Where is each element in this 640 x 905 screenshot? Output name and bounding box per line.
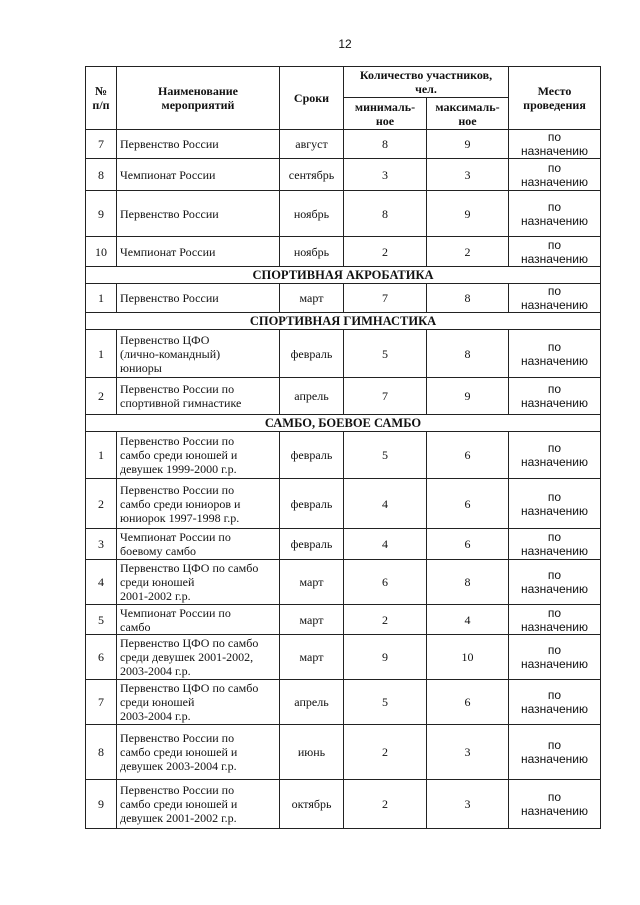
header-min: минималь- ное	[344, 98, 427, 130]
section-heading	[86, 267, 601, 284]
participants-min: 4	[344, 479, 427, 529]
event-name: Первенство ЦФО по самбо среди юношей 2003-2004 г.р.	[117, 680, 280, 725]
participants-max: 4	[427, 605, 509, 635]
event-dates: октябрь	[280, 780, 344, 829]
row-number: 3	[86, 529, 117, 560]
event-place: по назначению	[509, 479, 601, 529]
event-place: по назначению	[509, 635, 601, 680]
row-number: 7	[86, 680, 117, 725]
row-number: 4	[86, 560, 117, 605]
participants-min: 5	[344, 432, 427, 479]
event-name: Чемпионат России	[117, 237, 280, 267]
row-number: 9	[86, 191, 117, 237]
table-row	[86, 284, 601, 313]
event-name: Чемпионат России по боевому самбо	[117, 529, 280, 560]
section-title: СПОРТИВНАЯ АКРОБАТИКА	[86, 267, 601, 284]
participants-min: 4	[344, 529, 427, 560]
event-place: по назначению	[509, 529, 601, 560]
participants-max: 6	[427, 479, 509, 529]
event-place: по назначению	[509, 159, 601, 191]
row-number: 6	[86, 635, 117, 680]
participants-max: 10	[427, 635, 509, 680]
event-dates: ноябрь	[280, 191, 344, 237]
participants-min: 8	[344, 191, 427, 237]
event-place: по назначению	[509, 284, 601, 313]
row-number: 2	[86, 378, 117, 415]
event-place: по назначению	[509, 330, 601, 378]
event-place: по назначению	[509, 680, 601, 725]
participants-max: 6	[427, 529, 509, 560]
table-header	[86, 67, 601, 130]
participants-min: 6	[344, 560, 427, 605]
participants-min: 7	[344, 284, 427, 313]
event-dates: февраль	[280, 432, 344, 479]
row-number: 1	[86, 432, 117, 479]
participants-max: 3	[427, 780, 509, 829]
table-row	[86, 635, 601, 680]
participants-max: 3	[427, 159, 509, 191]
event-place: по назначению	[509, 560, 601, 605]
row-number: 8	[86, 725, 117, 780]
event-dates: июнь	[280, 725, 344, 780]
event-dates: сентябрь	[280, 159, 344, 191]
table-row	[86, 605, 601, 635]
participants-max: 6	[427, 432, 509, 479]
section-title: СПОРТИВНАЯ ГИМНАСТИКА	[86, 313, 601, 330]
participants-max: 9	[427, 378, 509, 415]
event-name: Первенство России по спортивной гимнастике	[117, 378, 280, 415]
event-dates: март	[280, 284, 344, 313]
table-row	[86, 529, 601, 560]
header-dates: Сроки	[280, 67, 344, 130]
event-dates: февраль	[280, 529, 344, 560]
event-name: Первенство России по самбо среди юношей и девушек 2003-2004 г.р.	[117, 725, 280, 780]
participants-min: 5	[344, 330, 427, 378]
event-name: Чемпионат России	[117, 159, 280, 191]
events-table	[85, 66, 601, 829]
event-dates: апрель	[280, 378, 344, 415]
event-place: по назначению	[509, 378, 601, 415]
row-number: 1	[86, 284, 117, 313]
event-name: Первенство России по самбо среди юношей и девушек 1999-2000 г.р.	[117, 432, 280, 479]
event-name: Первенство России	[117, 191, 280, 237]
participants-min: 2	[344, 605, 427, 635]
table-row	[86, 130, 601, 159]
participants-min: 2	[344, 237, 427, 267]
table-row	[86, 432, 601, 479]
event-dates: февраль	[280, 330, 344, 378]
event-place: по назначению	[509, 780, 601, 829]
header-max: максималь- ное	[427, 98, 509, 130]
event-name: Чемпионат России по самбо	[117, 605, 280, 635]
table-row	[86, 560, 601, 605]
header-participants: Количество участников, чел.	[344, 67, 509, 98]
event-name: Первенство России	[117, 284, 280, 313]
table-row	[86, 479, 601, 529]
row-number: 5	[86, 605, 117, 635]
row-number: 1	[86, 330, 117, 378]
row-number: 9	[86, 780, 117, 829]
table-row	[86, 725, 601, 780]
participants-max: 2	[427, 237, 509, 267]
participants-max: 8	[427, 560, 509, 605]
header-place: Место проведения	[509, 67, 601, 130]
table-row	[86, 378, 601, 415]
event-place: по назначению	[509, 432, 601, 479]
table-row	[86, 780, 601, 829]
event-dates: август	[280, 130, 344, 159]
table-row	[86, 680, 601, 725]
event-name: Первенство России	[117, 130, 280, 159]
event-name: Первенство России по самбо среди юниоров и юниорок 1997-1998 г.р.	[117, 479, 280, 529]
participants-min: 9	[344, 635, 427, 680]
table-row	[86, 191, 601, 237]
event-dates: март	[280, 560, 344, 605]
event-dates: ноябрь	[280, 237, 344, 267]
table-row	[86, 159, 601, 191]
participants-min: 2	[344, 725, 427, 780]
table-body	[86, 130, 601, 829]
table-row	[86, 237, 601, 267]
table-row	[86, 330, 601, 378]
participants-max: 3	[427, 725, 509, 780]
row-number: 2	[86, 479, 117, 529]
participants-min: 7	[344, 378, 427, 415]
participants-min: 5	[344, 680, 427, 725]
event-dates: апрель	[280, 680, 344, 725]
event-dates: март	[280, 605, 344, 635]
participants-max: 6	[427, 680, 509, 725]
participants-max: 9	[427, 130, 509, 159]
event-place: по назначению	[509, 130, 601, 159]
event-name: Первенство ЦФО (лично-командный) юниоры	[117, 330, 280, 378]
event-name: Первенство ЦФО по самбо среди юношей 2001-2002 г.р.	[117, 560, 280, 605]
header-name: Наименование мероприятий	[117, 67, 280, 130]
row-number: 8	[86, 159, 117, 191]
participants-min: 2	[344, 780, 427, 829]
event-place: по назначению	[509, 237, 601, 267]
event-place: по назначению	[509, 605, 601, 635]
event-name: Первенство ЦФО по самбо среди девушек 2001-2002, 2003-2004 г.р.	[117, 635, 280, 680]
header-num: № п/п	[86, 67, 117, 130]
participants-max: 8	[427, 330, 509, 378]
page-number: 12	[338, 37, 352, 51]
event-name: Первенство России по самбо среди юношей и девушек 2001-2002 г.р.	[117, 780, 280, 829]
participants-max: 8	[427, 284, 509, 313]
participants-max: 9	[427, 191, 509, 237]
event-dates: февраль	[280, 479, 344, 529]
row-number: 7	[86, 130, 117, 159]
row-number: 10	[86, 237, 117, 267]
section-heading	[86, 415, 601, 432]
event-place: по назначению	[509, 725, 601, 780]
event-place: по назначению	[509, 191, 601, 237]
event-dates: март	[280, 635, 344, 680]
section-title: САМБО, БОЕВОЕ САМБО	[86, 415, 601, 432]
participants-min: 8	[344, 130, 427, 159]
participants-min: 3	[344, 159, 427, 191]
section-heading	[86, 313, 601, 330]
